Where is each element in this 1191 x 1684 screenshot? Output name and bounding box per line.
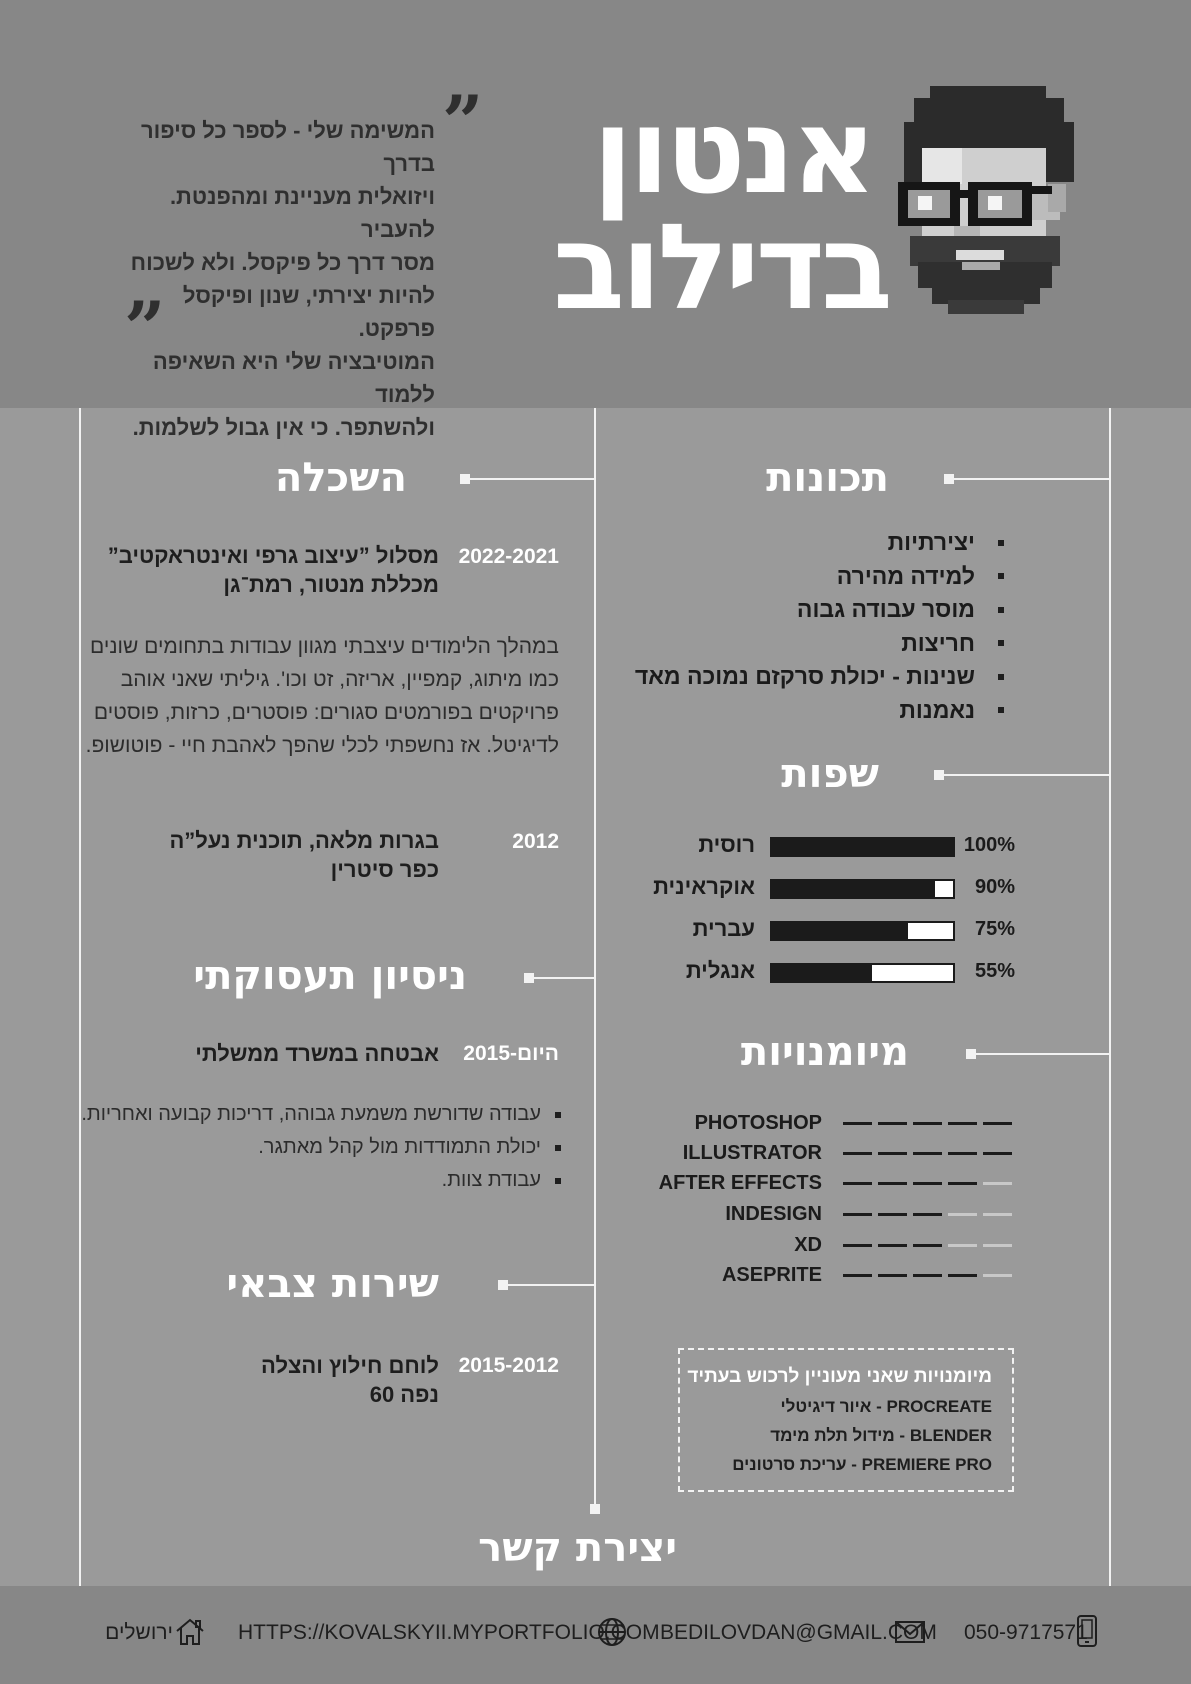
skill-name: XD [794, 1234, 822, 1256]
skill-dash-filled [843, 1182, 872, 1185]
experience-bullets [81, 1098, 541, 1197]
connector-military [500, 1284, 596, 1286]
quote-line: להיות יצירתי, שנון ופיקסל פרפקט. [182, 283, 435, 341]
contact-phone-link[interactable]: 050-9717571 [964, 1621, 1088, 1644]
quote-line: ויזואלית מעניינת ומהפנטת. להעביר [169, 184, 435, 242]
language-percent: 55% [974, 960, 1015, 982]
skill-dash-filled [913, 1182, 942, 1185]
skill-dash-empty [948, 1244, 977, 1247]
language-row [660, 956, 1015, 986]
list-item: נאמנות [635, 694, 975, 728]
skill-dash-empty [983, 1274, 1012, 1277]
skill-name: ASEPRITE [721, 1264, 822, 1286]
skill-dash-filled [983, 1152, 1012, 1155]
connector-node [524, 973, 534, 983]
paragraph-line: פרויקטים בפורמטים סגורים: פוסטרים, כרזות, פוסטים [93, 701, 559, 724]
skill-dash-filled [913, 1152, 942, 1155]
language-name: עברית [692, 916, 755, 941]
timeline-right-rail [1109, 408, 1111, 1586]
skill-row [660, 1260, 1015, 1290]
skill-dash-empty [948, 1213, 977, 1216]
education-title: מסלול ”עיצוב גרפי ואינטראקטיב” [107, 543, 439, 568]
paragraph-line: לדיגיטל. אז נחשפתי לכלי שהפך לאהבת חיי - פוטושופ. [85, 734, 559, 757]
skill-dash-filled [913, 1274, 942, 1277]
language-row [660, 914, 1015, 944]
list-item: שנינות - יכולת סרקזם נמוכה מאד [635, 660, 975, 694]
language-row [653, 872, 1015, 902]
skill-row [660, 1168, 1015, 1198]
skill-rating [843, 1274, 1018, 1277]
skill-name: INDESIGN [725, 1203, 822, 1225]
skill-dash-filled [878, 1152, 907, 1155]
skill-row [660, 1108, 1015, 1138]
skill-row [660, 1199, 1015, 1229]
skill-rating [843, 1182, 1018, 1185]
language-bar [770, 963, 955, 983]
skill-rating [843, 1244, 1018, 1247]
future-skill-item: PROCREATE - איור דיגיטלי [780, 1397, 992, 1416]
list-item: עבודת צוות. [81, 1164, 541, 1197]
connector-node [498, 1280, 508, 1290]
language-bar [770, 879, 955, 899]
mail-icon [894, 1618, 926, 1646]
military-entry [261, 1351, 439, 1409]
future-skill-item: PREMIERE PRO - עריכת סרטונים [732, 1455, 992, 1474]
connector-experience [526, 977, 596, 979]
connector-languages [936, 774, 1110, 776]
skill-dash-filled [983, 1122, 1012, 1125]
language-bar [770, 837, 955, 857]
contact-city: ירושלים [105, 1621, 173, 1644]
list-item: חריצות [635, 627, 975, 661]
timeline-center-rail [594, 408, 596, 1508]
quote-close-mark: ” [124, 285, 166, 370]
skill-row [660, 1138, 1015, 1168]
connector-node [460, 474, 470, 484]
section-title-contact: יצירת קשר [478, 1525, 677, 1571]
home-icon [174, 1616, 206, 1648]
skill-dash-filled [878, 1213, 907, 1216]
education-place: כפר סיטרין [330, 857, 439, 882]
avatar [896, 86, 1082, 326]
skill-dash-filled [913, 1244, 942, 1247]
language-name: אוקראינית [653, 874, 755, 899]
experience-role: אבטחה במשרד ממשלתי [195, 1041, 439, 1066]
quote-line: המוטיבציה שלי היא השאיפה ללמוד [152, 349, 435, 407]
quote-open-mark: ” [442, 79, 484, 164]
contact-email-link[interactable]: BEDILOVDAN@GMAIL.COM [660, 1621, 937, 1644]
language-bar [770, 921, 955, 941]
skill-dash-filled [843, 1122, 872, 1125]
globe-icon [596, 1616, 628, 1648]
skill-dash-filled [948, 1152, 977, 1155]
skill-rating [843, 1122, 1018, 1125]
skill-name: ILLUSTRATOR [682, 1142, 822, 1164]
education-years: 2012 [512, 830, 559, 853]
language-bar-fill [772, 923, 908, 939]
skill-dash-filled [913, 1213, 942, 1216]
skill-dash-filled [843, 1152, 872, 1155]
education-description [59, 630, 559, 762]
future-skill-item: BLENDER - מידול תלת מימד [770, 1426, 992, 1445]
future-skills-title: מיומנויות שאני מעוניין לרכוש בעתיד [687, 1366, 992, 1387]
section-title-education: השכלה [274, 455, 407, 501]
name-first: אנטון [592, 82, 873, 220]
language-bar-fill [772, 965, 872, 981]
mission-quote [110, 114, 435, 444]
connector-node [944, 474, 954, 484]
skill-name: PHOTOSHOP [694, 1112, 822, 1134]
quote-line: המשימה שלי - לספר כל סיפור בדרך [140, 118, 435, 176]
military-unit: נפה 60 [369, 1382, 439, 1407]
section-title-experience: ניסיון תעסוקתי [193, 953, 467, 999]
connector-education [462, 478, 596, 480]
skill-dash-empty [983, 1213, 1012, 1216]
language-percent: 75% [974, 918, 1015, 940]
language-bar-fill [772, 839, 953, 855]
skill-dash-empty [983, 1244, 1012, 1247]
connector-node [966, 1049, 976, 1059]
timeline-left-rail [79, 408, 81, 1586]
skill-dash-filled [948, 1274, 977, 1277]
skill-dash-filled [843, 1244, 872, 1247]
military-years: 2015-2012 [458, 1354, 559, 1377]
traits-list [635, 526, 975, 727]
quote-line: מסר דרך כל פיקסל. ולא לשכוח [130, 250, 435, 275]
list-item: עבודה שדורשת משמעת גבוהה, דריכות קבועה ואחריות. [81, 1098, 541, 1131]
section-title-military: שירות צבאי [226, 1261, 439, 1307]
contact-website-link[interactable]: HTTPS://KOVALSKYII.MYPORTFOLIO.COM [238, 1621, 660, 1644]
skill-rating [843, 1152, 1018, 1155]
education-entry [108, 541, 439, 599]
skill-name: AFTER EFFECTS [658, 1172, 822, 1194]
skill-dash-filled [948, 1182, 977, 1185]
list-item: למידה מהירה [635, 560, 975, 594]
language-percent: 90% [974, 876, 1015, 898]
section-title-traits: תכונות [766, 455, 889, 501]
language-name: אנגלית [685, 958, 755, 983]
language-row [660, 830, 1015, 860]
language-name: רוסית [698, 832, 755, 857]
paragraph-line: כמו מיתוג, קמפיין, אריזה, זט וכו'. גיליתי שאני אוהב [120, 668, 559, 691]
education-entry [169, 826, 439, 884]
quote-line: ולהשתפר. כי אין גבול לשלמות. [132, 415, 435, 440]
skill-dash-filled [843, 1213, 872, 1216]
skill-row [660, 1230, 1015, 1260]
list-item: מוסר עבודה גבוה [635, 593, 975, 627]
education-years: 2022-2021 [458, 545, 559, 568]
education-place: מכללת מנטור, רמת־גן [223, 572, 439, 597]
skill-dash-filled [843, 1274, 872, 1277]
name-last: בדילוב [553, 198, 889, 336]
list-item: יכולת התמודדות מול קהל מאתגר. [81, 1131, 541, 1164]
experience-years: 2015-היום [463, 1042, 559, 1065]
skill-dash-empty [983, 1182, 1012, 1185]
language-bar-fill [772, 881, 935, 897]
skill-rating [843, 1213, 1018, 1216]
skill-dash-filled [948, 1122, 977, 1125]
section-title-languages: שפות [781, 751, 879, 797]
phone-icon [1076, 1614, 1098, 1648]
section-title-skills: מיומנויות [740, 1029, 909, 1075]
skill-dash-filled [878, 1182, 907, 1185]
military-role: לוחם חילוץ והצלה [261, 1353, 439, 1378]
skill-dash-filled [913, 1122, 942, 1125]
connector-node [934, 770, 944, 780]
list-item: יצירתיות [635, 526, 975, 560]
education-title: בגרות מלאה, תוכנית נעל”ה [169, 828, 439, 853]
connector-skills [968, 1053, 1110, 1055]
skill-dash-filled [878, 1122, 907, 1125]
paragraph-line: במהלך הלימודים עיצבתי מגוון עבודות בתחומים שונים [90, 635, 559, 658]
future-skills-box [678, 1348, 1014, 1492]
timeline-end-node [590, 1504, 600, 1514]
language-percent: 100% [963, 834, 1015, 856]
skill-dash-filled [878, 1244, 907, 1247]
skill-dash-filled [878, 1274, 907, 1277]
connector-traits [946, 478, 1110, 480]
